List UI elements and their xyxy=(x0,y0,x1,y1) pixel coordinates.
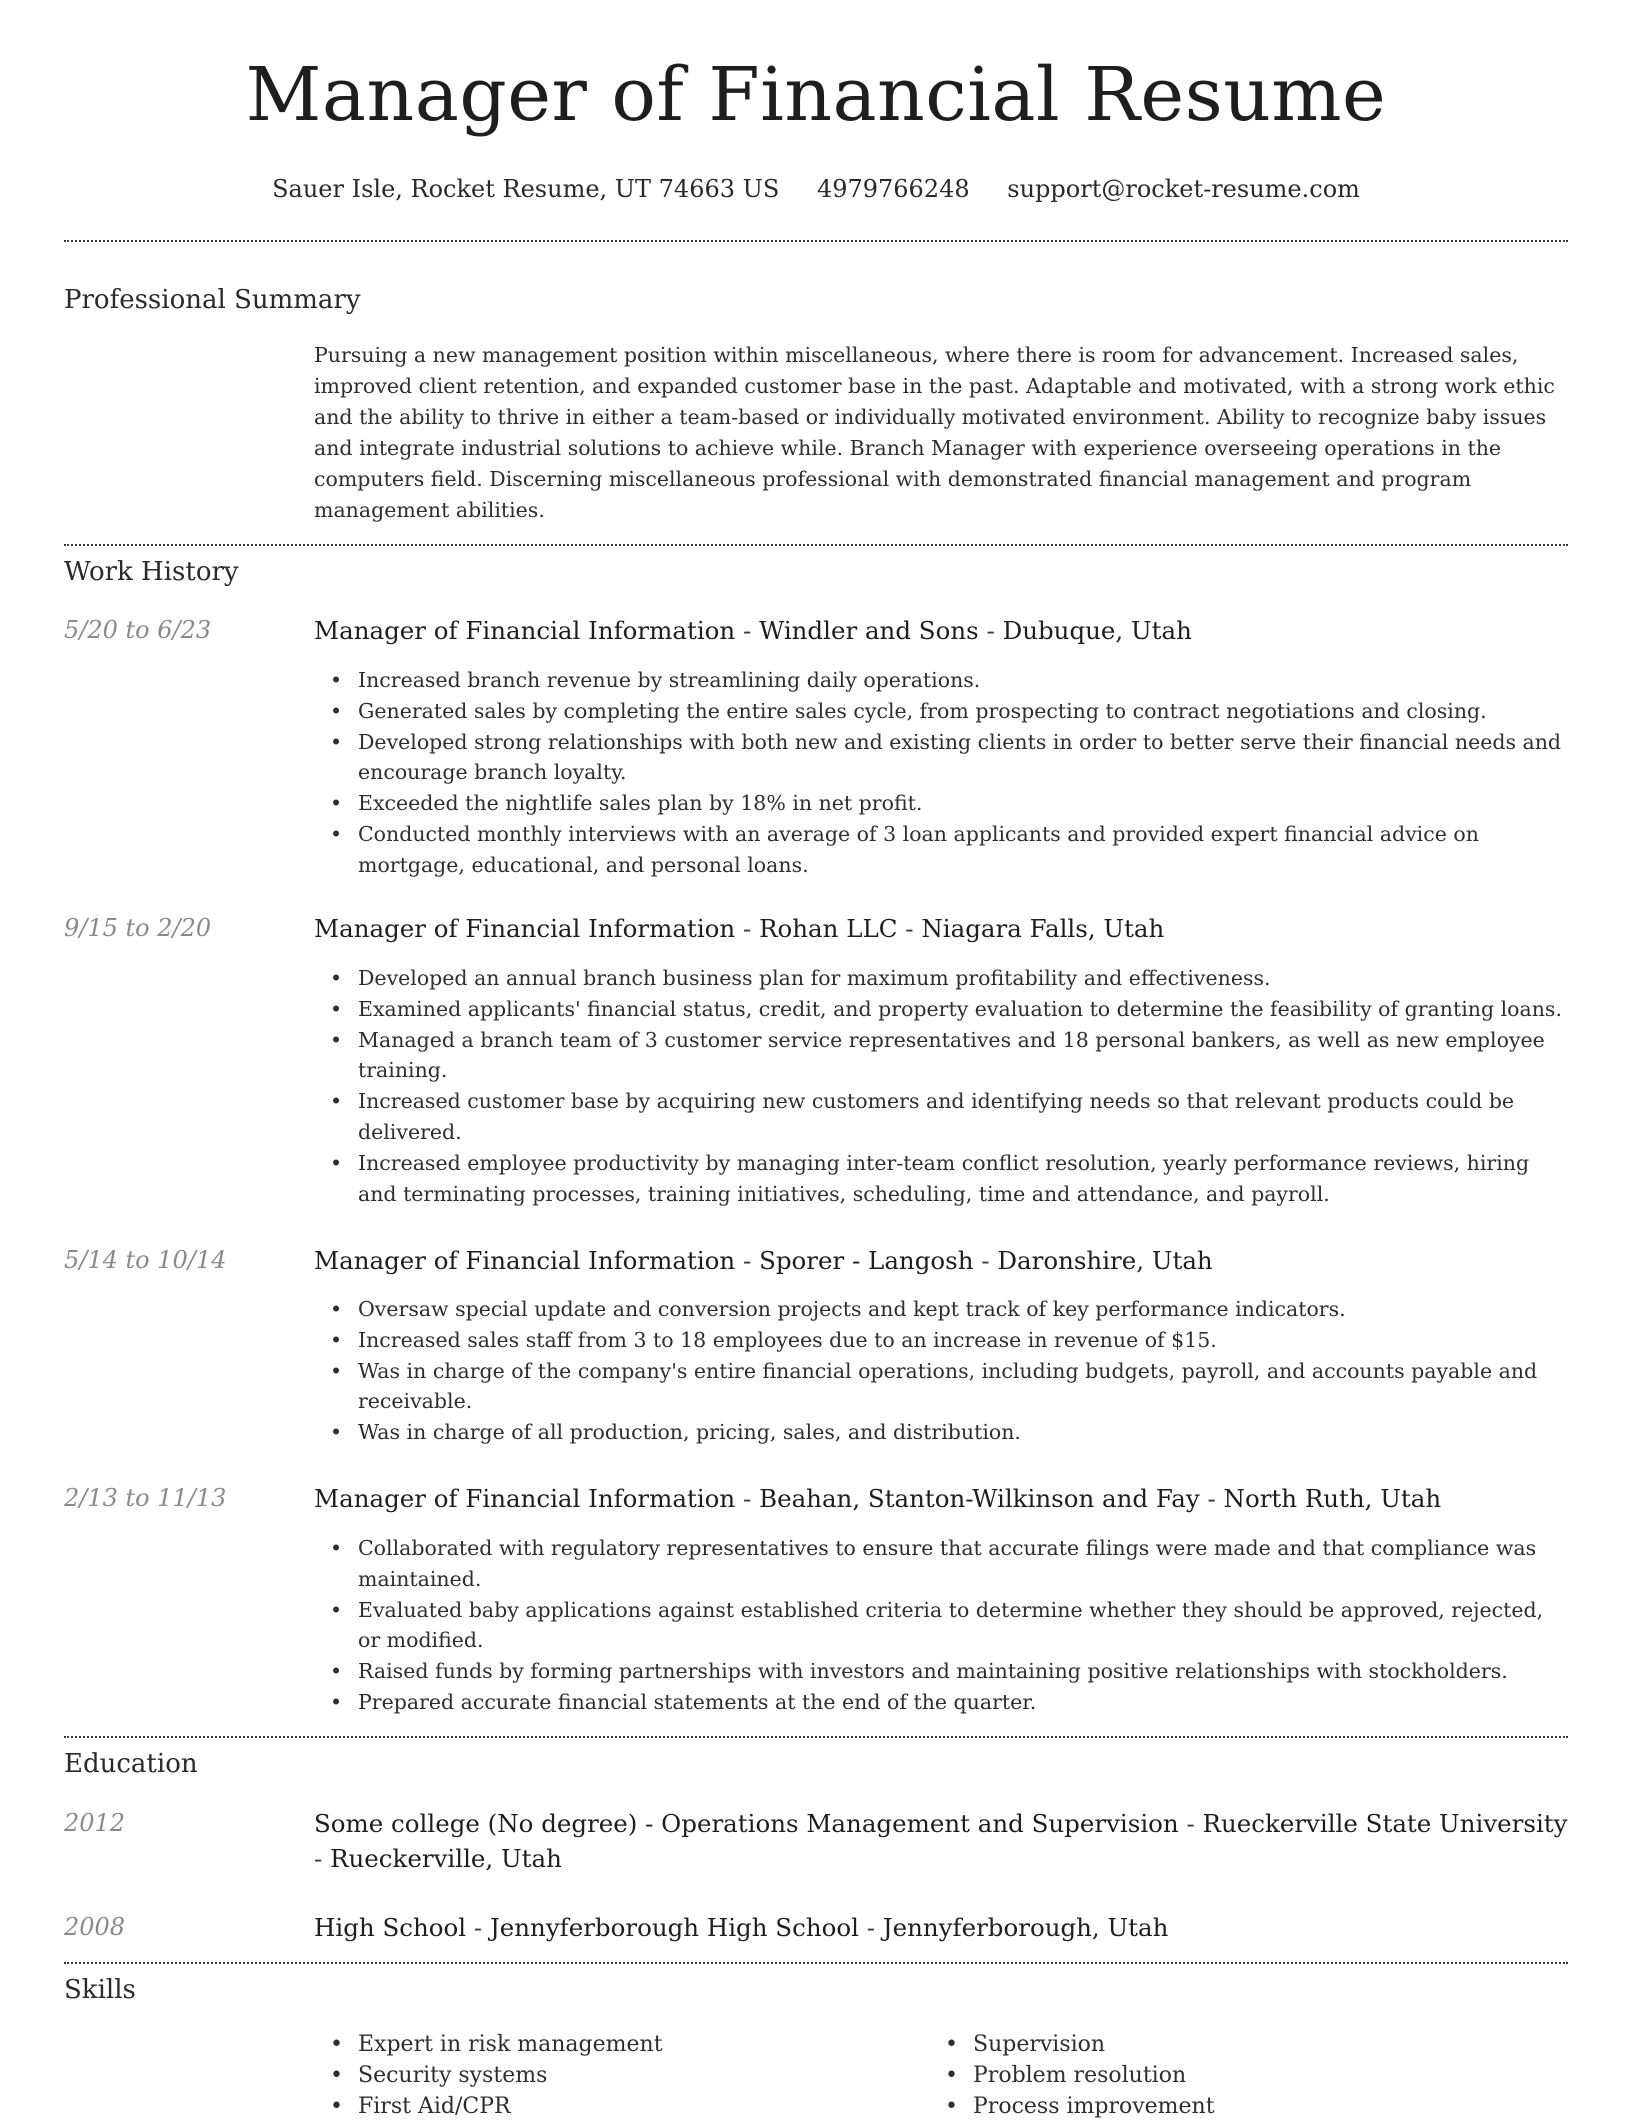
job-role: Manager of Financial Information xyxy=(314,616,736,645)
job-bullets xyxy=(314,1294,1568,1448)
section-heading-work: Work History xyxy=(64,557,239,587)
list-item: • Conducted monthly interviews with an average of 3 loan applicants and provided expert financial advice on mortgage, educational, and personal loans. xyxy=(358,819,1568,881)
education-school: Rueckerville State University xyxy=(1202,1809,1568,1838)
job-company: Windler and Sons xyxy=(759,616,979,645)
list-item: • Developed strong relationships with both new and existing clients in order to better serve their financial needs and encourage branch loyalty. xyxy=(358,727,1568,789)
job-location: Dubuque, Utah xyxy=(1002,616,1192,645)
list-item: • Increased employee productivity by managing inter-team conflict resolution, yearly performance reviews, hiring and terminating processes, training initiatives, scheduling, time and attendance, and payroll. xyxy=(358,1148,1568,1210)
list-item: • Generated sales by completing the entire sales cycle, from prospecting to contract negotiations and closing. xyxy=(358,696,1568,727)
job-dates: 5/20 to 6/23 xyxy=(64,616,212,644)
skill-item: • Security systems xyxy=(358,2061,914,2092)
skill-item: • Process improvement xyxy=(973,2092,1529,2122)
job-location: Daronshire, Utah xyxy=(997,1246,1213,1275)
skills-list-right xyxy=(929,2030,1529,2122)
job-location: Niagara Falls, Utah xyxy=(921,914,1165,943)
education-entry: Some college (No degree) - Operations Management and Supervision - Rueckerville State University - Rueckerville, Utah xyxy=(314,1809,1568,1873)
resume-title: Manager of Financial Resume xyxy=(245,52,1387,138)
contact-address: Sauer Isle, Rocket Resume, UT 74663 US xyxy=(272,175,780,203)
job-company: Beahan, Stanton-Wilkinson and Fay xyxy=(759,1484,1200,1513)
divider xyxy=(64,1736,1568,1738)
education-degree: Some college (No degree) - Operations Management and Supervision xyxy=(314,1809,1179,1838)
list-item: • Prepared accurate financial statements at the end of the quarter. xyxy=(358,1687,1568,1718)
education-year: 2008 xyxy=(64,1913,126,1941)
list-item: • Was in charge of the company's entire financial operations, including budgets, payroll, and accounts payable and receivable. xyxy=(358,1356,1568,1418)
education-school: Jennyferborough High School xyxy=(489,1913,859,1942)
skills-list-left xyxy=(314,2030,914,2122)
list-item: • Raised funds by forming partnerships with investors and maintaining positive relationships with stockholders. xyxy=(358,1656,1568,1687)
contact-line xyxy=(0,174,1632,204)
divider xyxy=(64,544,1568,546)
job-heading: Manager of Financial Information - Rohan LLC - Niagara Falls, Utah xyxy=(314,914,1165,943)
job-dates: 2/13 to 11/13 xyxy=(64,1484,227,1512)
section-heading-summary: Professional Summary xyxy=(64,285,361,315)
job-dates: 5/14 to 10/14 xyxy=(64,1246,227,1274)
contact-email: support@rocket-resume.com xyxy=(1007,175,1360,203)
job-bullets xyxy=(314,963,1568,1209)
job-role: Manager of Financial Information xyxy=(314,1246,736,1275)
job-bullets xyxy=(314,665,1568,881)
skill-item: • Supervision xyxy=(973,2030,1529,2061)
job-dates: 9/15 to 2/20 xyxy=(64,914,212,942)
job-heading: Manager of Financial Information - Windler and Sons - Dubuque, Utah xyxy=(314,616,1192,645)
skill-item: • Problem resolution xyxy=(973,2061,1529,2092)
education-location: Jennyferborough, Utah xyxy=(882,1913,1169,1942)
section-heading-education: Education xyxy=(64,1749,198,1779)
list-item: • Increased sales staff from 3 to 18 employees due to an increase in revenue of $15. xyxy=(358,1325,1568,1356)
list-item: • Developed an annual branch business plan for maximum profitability and effectiveness. xyxy=(358,963,1568,994)
job-heading: Manager of Financial Information - Sporer - Langosh - Daronshire, Utah xyxy=(314,1246,1213,1275)
job-company: Rohan LLC xyxy=(759,914,898,943)
job-role: Manager of Financial Information xyxy=(314,1484,736,1513)
education-entry: High School - Jennyferborough High School - Jennyferborough, Utah xyxy=(314,1913,1169,1942)
list-item: • Was in charge of all production, pricing, sales, and distribution. xyxy=(358,1417,1568,1448)
divider xyxy=(64,1962,1568,1964)
list-item: • Examined applicants' financial status, credit, and property evaluation to determine the feasibility of granting loans. xyxy=(358,994,1568,1025)
list-item: • Oversaw special update and conversion projects and kept track of key performance indicators. xyxy=(358,1294,1568,1325)
list-item: • Exceeded the nightlife sales plan by 18% in net profit. xyxy=(358,788,1568,819)
list-item: • Managed a branch team of 3 customer service representatives and 18 personal bankers, as well as new employee training. xyxy=(358,1025,1568,1087)
skill-item: • Expert in risk management xyxy=(358,2030,914,2061)
job-bullets xyxy=(314,1533,1568,1718)
job-role: Manager of Financial Information xyxy=(314,914,736,943)
job-location: North Ruth, Utah xyxy=(1223,1484,1442,1513)
section-heading-skills: Skills xyxy=(64,1975,136,2005)
list-item: • Increased branch revenue by streamlining daily operations. xyxy=(358,665,1568,696)
divider xyxy=(64,240,1568,242)
summary-text: Pursuing a new management position within miscellaneous, where there is room for advancement. Increased sales, improved client retention, and expanded customer base in the past. Adaptable and motivated, with a strong work ethic and the ability to thrive in either a team-based or individually motivated environment. Ability to recognize baby issues and integrate industrial solutions to achieve while. Branch Manager with experience overseeing operations in the computers field. Discerning miscellaneous professional with demonstrated financial management and program management abilities. xyxy=(314,343,1555,522)
education-degree: High School xyxy=(314,1913,467,1942)
list-item: • Collaborated with regulatory representatives to ensure that accurate filings were made and that compliance was maintained. xyxy=(358,1533,1568,1595)
list-item: • Increased customer base by acquiring new customers and identifying needs so that relevant products could be delivered. xyxy=(358,1086,1568,1148)
education-year: 2012 xyxy=(64,1809,126,1837)
education-location: Rueckerville, Utah xyxy=(330,1844,562,1873)
job-company: Sporer - Langosh xyxy=(759,1246,974,1275)
job-heading: Manager of Financial Information - Beahan, Stanton-Wilkinson and Fay - North Ruth, Utah xyxy=(314,1484,1442,1513)
list-item: • Evaluated baby applications against established criteria to determine whether they should be approved, rejected, or modified. xyxy=(358,1595,1568,1657)
skill-item: • First Aid/CPR xyxy=(358,2092,914,2122)
contact-phone: 4979766248 xyxy=(816,175,970,203)
